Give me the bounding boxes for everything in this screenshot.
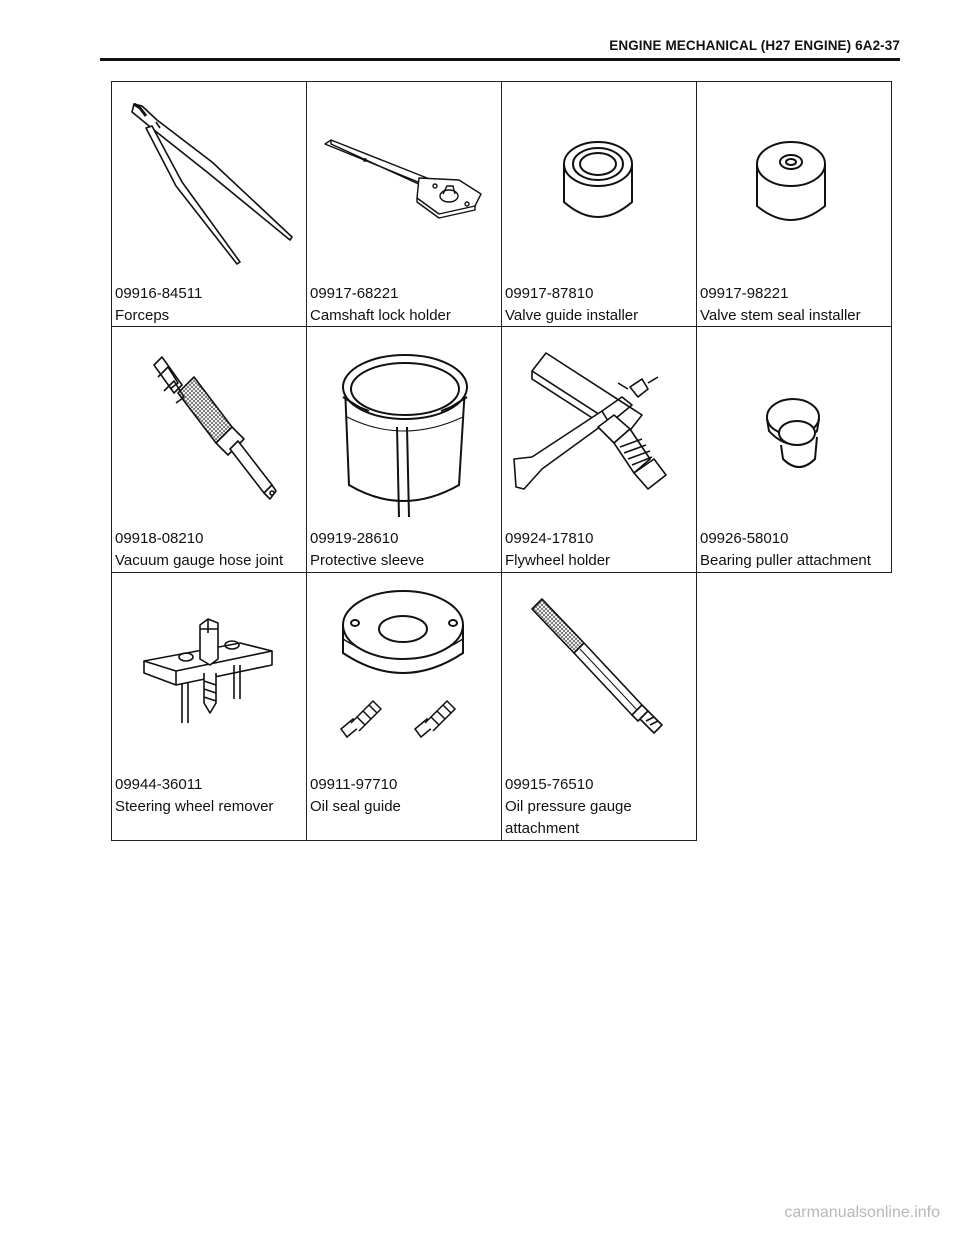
valve-stem-seal-installer-icon (697, 82, 891, 282)
tool-name: Protective sleeve (310, 552, 425, 569)
tool-name: Flywheel holder (505, 552, 611, 569)
bearing-puller-attachment-icon (697, 327, 891, 527)
tool-cell (307, 82, 502, 327)
table-row (112, 573, 892, 841)
table-row (112, 82, 892, 327)
tool-part-number: 09915-76510 (505, 776, 594, 793)
tool-part-number: 09916-84511 (115, 285, 203, 302)
tool-cell (112, 573, 307, 841)
tool-cell (112, 327, 307, 573)
tool-cell (307, 573, 502, 841)
tool-part-number: 09919-28610 (310, 530, 399, 547)
tool-cell (502, 327, 697, 573)
camshaft-lock-holder-icon (307, 82, 501, 282)
protective-sleeve-icon (307, 327, 501, 527)
steering-wheel-remover-icon (112, 573, 306, 773)
tool-name: Valve stem seal installer (700, 307, 861, 324)
tool-part-number: 09918-08210 (115, 530, 204, 547)
tool-name: Valve guide installer (505, 307, 639, 324)
special-tools-table (111, 81, 892, 841)
tool-name: Steering wheel remover (115, 798, 274, 815)
tool-part-number: 09917-68221 (310, 285, 399, 302)
tool-name: Camshaft lock holder (310, 307, 451, 324)
tool-cell (502, 82, 697, 327)
tool-cell (697, 327, 892, 573)
vacuum-gauge-hose-joint-icon (112, 327, 306, 527)
tool-part-number: 09944-36011 (115, 776, 203, 793)
tool-cell (502, 573, 697, 841)
tool-part-number: 09917-98221 (700, 285, 789, 302)
empty-cell (697, 573, 892, 841)
tool-cell (307, 327, 502, 573)
forceps-icon (112, 82, 306, 282)
tool-name: Oil pressure gauge attachment (505, 798, 632, 837)
table-row (112, 327, 892, 573)
tool-name: Forceps (115, 307, 170, 324)
tool-name: Vacuum gauge hose joint (115, 552, 284, 569)
tool-part-number: 09911-97710 (310, 776, 398, 793)
page-header: ENGINE MECHANICAL (H27 ENGINE) 6A2-37 (609, 38, 900, 53)
header-rule (100, 58, 900, 61)
tool-name: Bearing puller attachment (700, 552, 871, 569)
tool-part-number: 09924-17810 (505, 530, 594, 547)
flywheel-holder-icon (502, 327, 696, 527)
oil-seal-guide-icon (307, 573, 501, 773)
tool-cell (697, 82, 892, 327)
tool-name: Oil seal guide (310, 798, 401, 815)
tool-part-number: 09917-87810 (505, 285, 594, 302)
watermark: carmanualsonline.info (784, 1204, 940, 1221)
oil-pressure-gauge-attachment-icon (502, 573, 696, 773)
tool-cell (112, 82, 307, 327)
tool-part-number: 09926-58010 (700, 530, 789, 547)
valve-guide-installer-icon (502, 82, 696, 282)
